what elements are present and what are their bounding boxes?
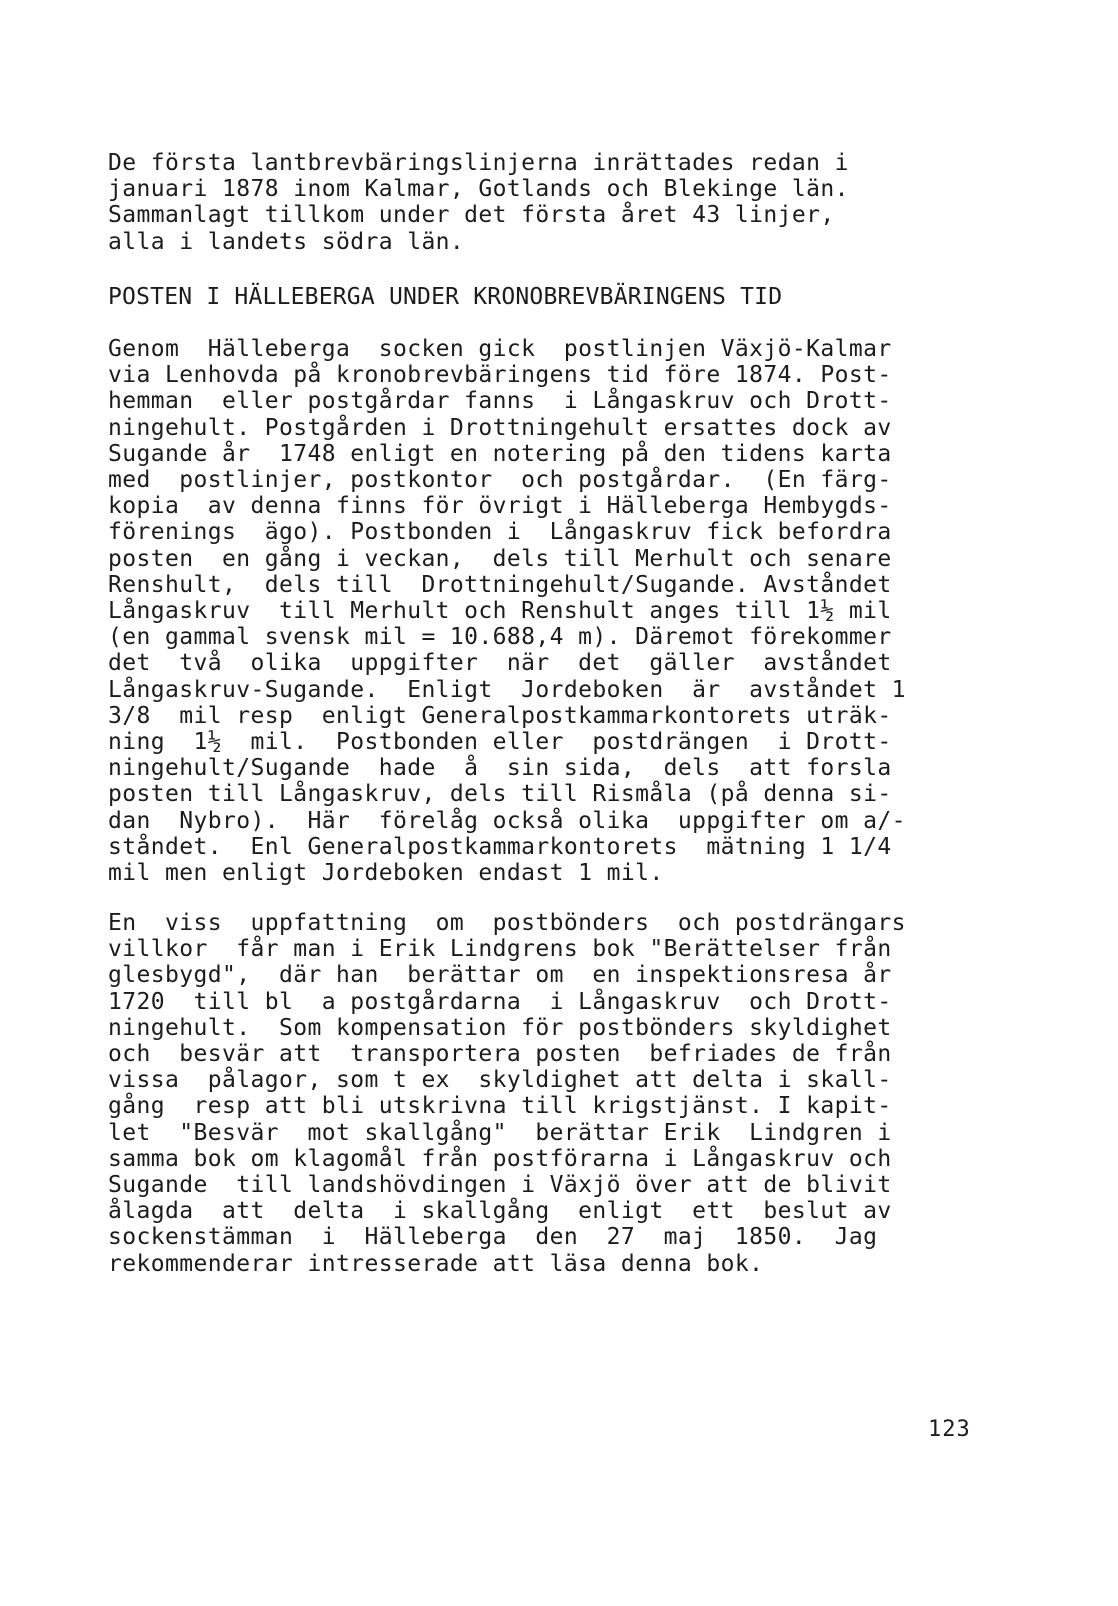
text-line: rekommenderar intresserade att läsa denna bok. [108, 1250, 764, 1277]
text-line: vissa pålagor, som t ex skyldighet att delta i skall- [108, 1067, 892, 1094]
text-line: ståndet. Enl Generalpostkammarkontorets mätning 1 1/4 [108, 833, 892, 860]
text-line: ning 1½ mil. Postbonden eller postdrängen i Drott- [108, 729, 892, 756]
text-line: Genom Hälleberga socken gick postlinjen Växjö-Kalmar [108, 336, 892, 362]
text-line: gång resp att bli utskrivna till krigstjänst. I kapit- [108, 1093, 892, 1120]
text-line: med postlinjer, postkontor och postgårdar. (En färg- [108, 467, 892, 494]
text-line: Långaskruv-Sugande. Enligt Jordeboken är avståndet 1 [108, 676, 906, 703]
page-number: 123 [928, 1417, 971, 1442]
text-line: och besvär att transportera posten befriades de från [108, 1041, 892, 1068]
text-line: januari 1878 inom Kalmar, Gotlands och Blekinge län. [108, 176, 849, 203]
text-line: 3/8 mil resp enligt Generalpostkammarkontorets uträk- [108, 702, 892, 729]
text-line: hemman eller postgårdar fanns i Långaskruv och Drott- [108, 388, 892, 415]
text-line: let "Besvär mot skallgång" berättar Erik Lindgren i [108, 1119, 892, 1146]
text-line: kopia av denna finns för övrigt i Hälleberga Hembygds- [108, 493, 892, 520]
paragraph-posten-history [108, 336, 988, 886]
text-line: samma bok om klagomål från postförarna i Långaskruv och [108, 1145, 892, 1172]
text-line: (en gammal svensk mil = 10.688,4 m). Däremot förekommer [108, 624, 892, 651]
text-line: posten till Långaskruv, dels till Rismåla (på denna si- [108, 781, 892, 808]
text-line: via Lenhovda på kronobrevbäringens tid före 1874. Post- [108, 362, 892, 389]
text-line: Långaskruv till Merhult och Renshult anges till 1½ mil [108, 598, 892, 625]
text-line: glesbygd", där han berättar om en inspektionsresa år [108, 962, 892, 989]
text-line: alla i landets södra län. [108, 228, 465, 255]
section-heading [108, 284, 988, 310]
text-line: villkor får man i Erik Lindgrens bok "Berättelser från [108, 936, 892, 963]
text-line: ningehult. Som kompensation för postbönders skyldighet [108, 1014, 892, 1041]
text-line: ningehult. Postgården i Drottningehult ersattes dock av [108, 414, 892, 441]
text-line: De första lantbrevbäringslinjerna inrättades redan i [108, 150, 849, 176]
text-line: Sugande år 1748 enligt en notering på den tidens karta [108, 440, 892, 467]
text-line: dan Nybro). Här förelåg också olika uppgifter om a/- [108, 807, 906, 834]
section-heading-text: POSTEN I HÄLLEBERGA UNDER KRONOBREVBÄRINGENS TID [108, 284, 783, 310]
text-line: ålagda att delta i skallgång enligt ett beslut av [108, 1198, 892, 1225]
text-line: ningehult/Sugande hade å sin sida, dels att forsla [108, 755, 892, 782]
paragraph-postbonder [108, 910, 988, 1277]
text-line: posten en gång i veckan, dels till Merhult och senare [108, 545, 892, 572]
paragraph-intro [108, 150, 988, 255]
text-line: mil men enligt Jordeboken endast 1 mil. [108, 860, 664, 887]
text-line: förenings ägo). Postbonden i Långaskruv fick befordra [108, 519, 892, 546]
text-line: Sammanlagt tillkom under det första året 43 linjer, [108, 202, 835, 229]
text-line: sockenstämman i Hälleberga den 27 maj 1850. Jag [108, 1224, 878, 1251]
text-line: det två olika uppgifter när det gäller avståndet [108, 650, 892, 677]
text-line: En viss uppfattning om postbönders och postdrängars [108, 910, 906, 936]
text-line: 1720 till bl a postgårdarna i Långaskruv och Drott- [108, 988, 892, 1015]
text-line: Sugande till landshövdingen i Växjö över att de blivit [108, 1172, 892, 1199]
text-line: Renshult, dels till Drottningehult/Sugande. Avståndet [108, 571, 892, 598]
